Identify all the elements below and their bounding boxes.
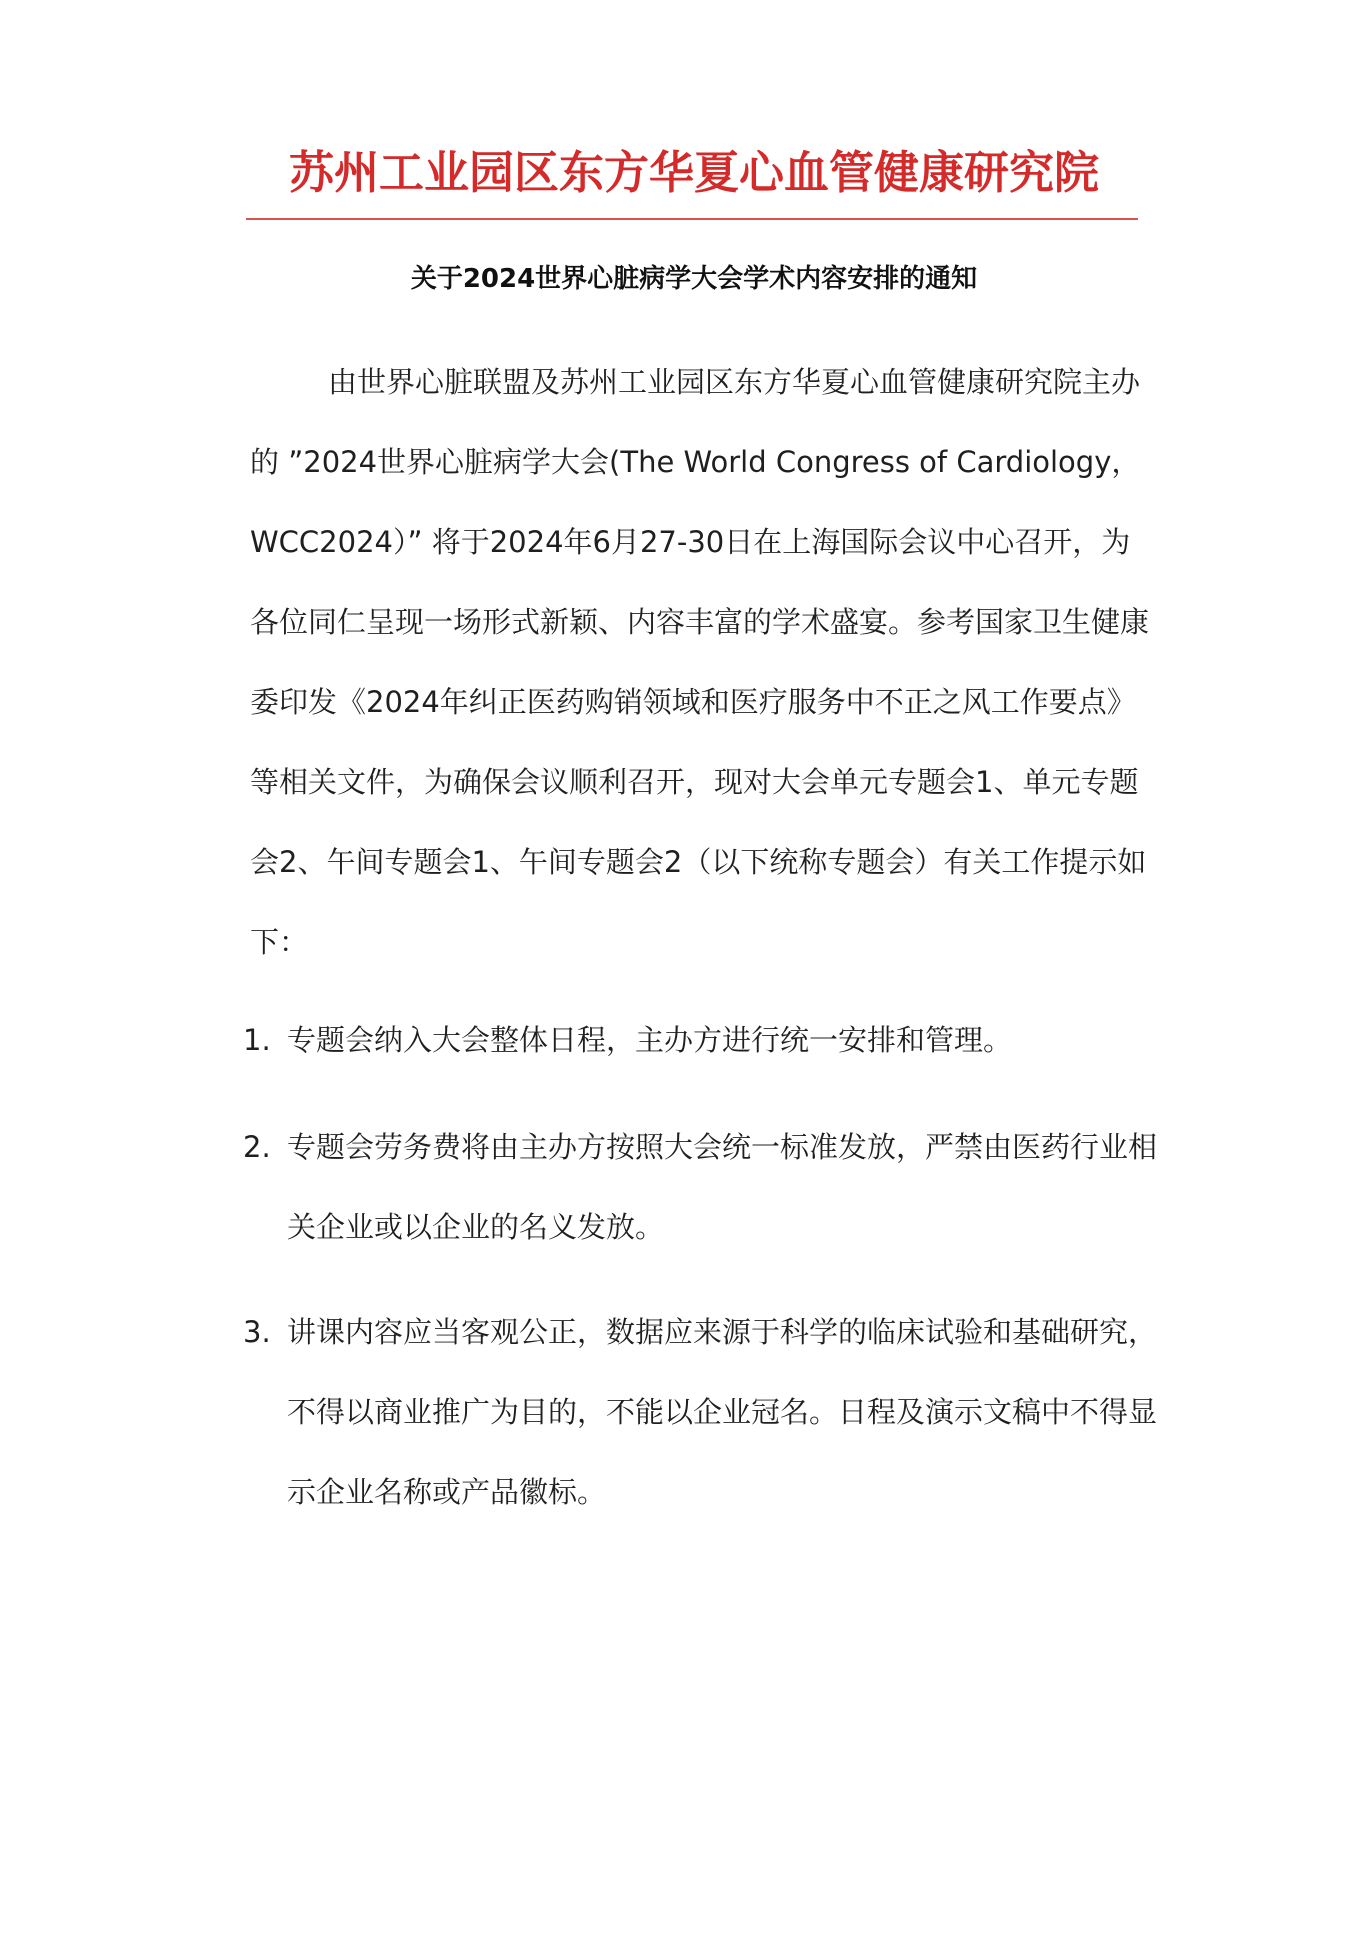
list-item-number: 3.	[243, 1315, 271, 1349]
intro-paragraph: 由世界心脏联盟及苏州工业园区东方华夏心血管健康研究院主办的 ”2024世界心脏病学大会(The World Congress of Cardiology，WCC2024）” 将于2024年6月27-30日在上海国际会议中心召开，为各位同仁呈现一场形式新颖、内容丰富的学术盛宴。参考国家卫生健康委印发《2024年纠正医药购销领域和医疗服务中不正之风工作要点》等相关文件，为确保会议顺利召开，现对大会单元专题会1、单元专题会2、午间专题会1、午间专题会2（以下统称专题会）有关工作提示如下：	[250, 365, 1150, 959]
list-item-text: 讲课内容应当客观公正，数据应来源于科学的临床试验和基础研究，不得以商业推广为目的，不能以企业冠名。日程及演示文稿中不得显示企业名称或产品徽标。	[287, 1315, 1158, 1509]
list-item-number: 2.	[243, 1130, 271, 1164]
list-item-text: 专题会纳入大会整体日程，主办方进行统一安排和管理。	[287, 1023, 1013, 1057]
letterhead-organization-name: 苏州工业园区东方华夏心血管健康研究院	[288, 146, 1099, 199]
letterhead-divider	[246, 218, 1138, 220]
list-item-text: 专题会劳务费将由主办方按照大会统一标准发放，严禁由医药行业相关企业或以企业的名义发放。	[287, 1130, 1158, 1244]
list-item-number: 1.	[243, 1023, 271, 1057]
document-title: 关于2024世界心脏病学大会学术内容安排的通知	[410, 264, 978, 294]
list-item-2	[243, 1107, 1158, 1267]
list-item-3	[243, 1292, 1158, 1532]
list-item-1	[243, 1000, 1158, 1080]
